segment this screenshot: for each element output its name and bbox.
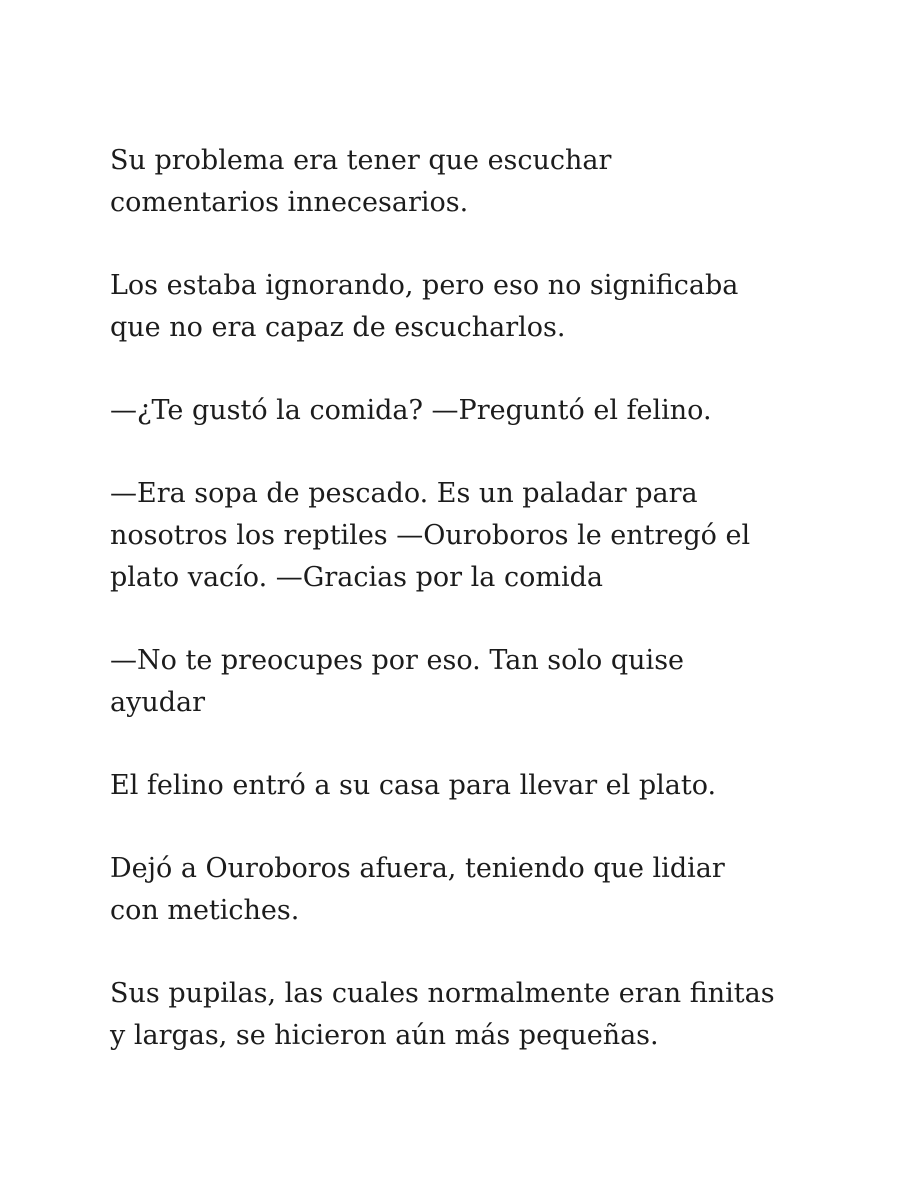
text-line: ayudar [110, 687, 206, 718]
paragraph-1 [110, 140, 810, 224]
text-line: que no era capaz de escucharlos. [110, 312, 566, 343]
paragraph-6 [110, 765, 810, 807]
text-line: plato vacío. —Gracias por la comida [110, 562, 603, 593]
text-line: y largas, se hicieron aún más pequeñas. [110, 1020, 659, 1051]
text-line: con metiches. [110, 895, 300, 926]
text-line: —¿Te gustó la comida? —Preguntó el felino. [110, 395, 712, 426]
text-line: El felino entró a su casa para llevar el plato. [110, 770, 717, 801]
text-line: nosotros los reptiles —Ouroboros le entregó el [110, 520, 751, 551]
document-page [110, 140, 810, 1098]
text-line: Sus pupilas, las cuales normalmente eran finitas [110, 978, 775, 1009]
paragraph-4 [110, 473, 810, 599]
paragraph-2 [110, 265, 810, 349]
paragraph-7 [110, 848, 810, 932]
text-line: Su problema era tener que escuchar [110, 145, 612, 176]
text-line: —No te preocupes por eso. Tan solo quise [110, 645, 685, 676]
paragraph-3 [110, 390, 810, 432]
text-line: —Era sopa de pescado. Es un paladar para [110, 478, 698, 509]
text-line: Los estaba ignorando, pero eso no significaba [110, 270, 739, 301]
paragraph-5 [110, 640, 810, 724]
paragraph-8 [110, 973, 810, 1057]
text-line: comentarios innecesarios. [110, 187, 469, 218]
text-line: Dejó a Ouroboros afuera, teniendo que lidiar [110, 853, 725, 884]
